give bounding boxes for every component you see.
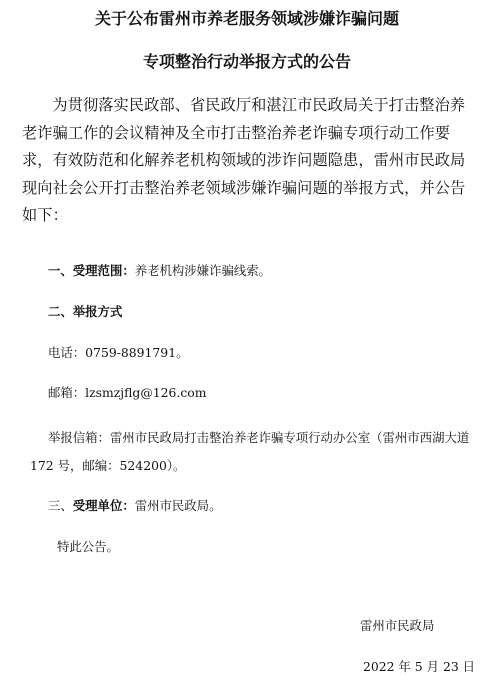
intro-paragraph: 为贯彻落实民政部、省民政厅和湛江市民政局关于打击整治养老诈骗工作的会议精神及全市打击整治养老诈骗专项行动工作要求，有效防范和化解养老机构领域的涉诈问题隐患，雷州市民政局现向社会公开打击整治养老领域涉嫌诈骗问题的举报方式，并公告如下： [22, 96, 466, 225]
email-address: lzsmzjflg@126.com [85, 385, 207, 400]
section-unit-heading: 受理单位： [72, 498, 135, 513]
phone-number: 0759-8891791。 [85, 345, 189, 360]
email-label: 邮箱： [48, 385, 86, 400]
section-scope-heading: 一、受理范围： [48, 263, 135, 278]
section-unit-prefix: 三、 [48, 498, 73, 513]
phone-label: 电话： [48, 345, 86, 360]
mailbox-label: 举报信箱： [47, 430, 110, 445]
phone-line [48, 344, 188, 362]
signer: 雷州市民政局 [360, 618, 435, 633]
issue-date: 2022 年 5 月 23 日 [363, 659, 476, 674]
section-methods-heading: 二、举报方式 [48, 304, 123, 319]
title-line-2: 专项整治行动举报方式的公告 [142, 52, 351, 71]
section-scope-text: 养老机构涉嫌诈骗线索。 [134, 263, 272, 278]
closing-notice: 特此公告。 [57, 539, 119, 554]
section-unit-text: 雷州市民政局。 [134, 498, 222, 513]
title-line-1: 关于公布雷州市养老服务领域涉嫌诈骗问题 [94, 9, 399, 28]
section-unit [48, 497, 221, 515]
section-scope [48, 262, 271, 280]
mailbox-address: 雷州市民政局打击整治养老诈骗专项行动办公室（雷州市西湖大道 172 号，邮编：524200）。 [30, 430, 470, 473]
email-line [48, 384, 206, 402]
mailbox-paragraph [30, 424, 470, 480]
